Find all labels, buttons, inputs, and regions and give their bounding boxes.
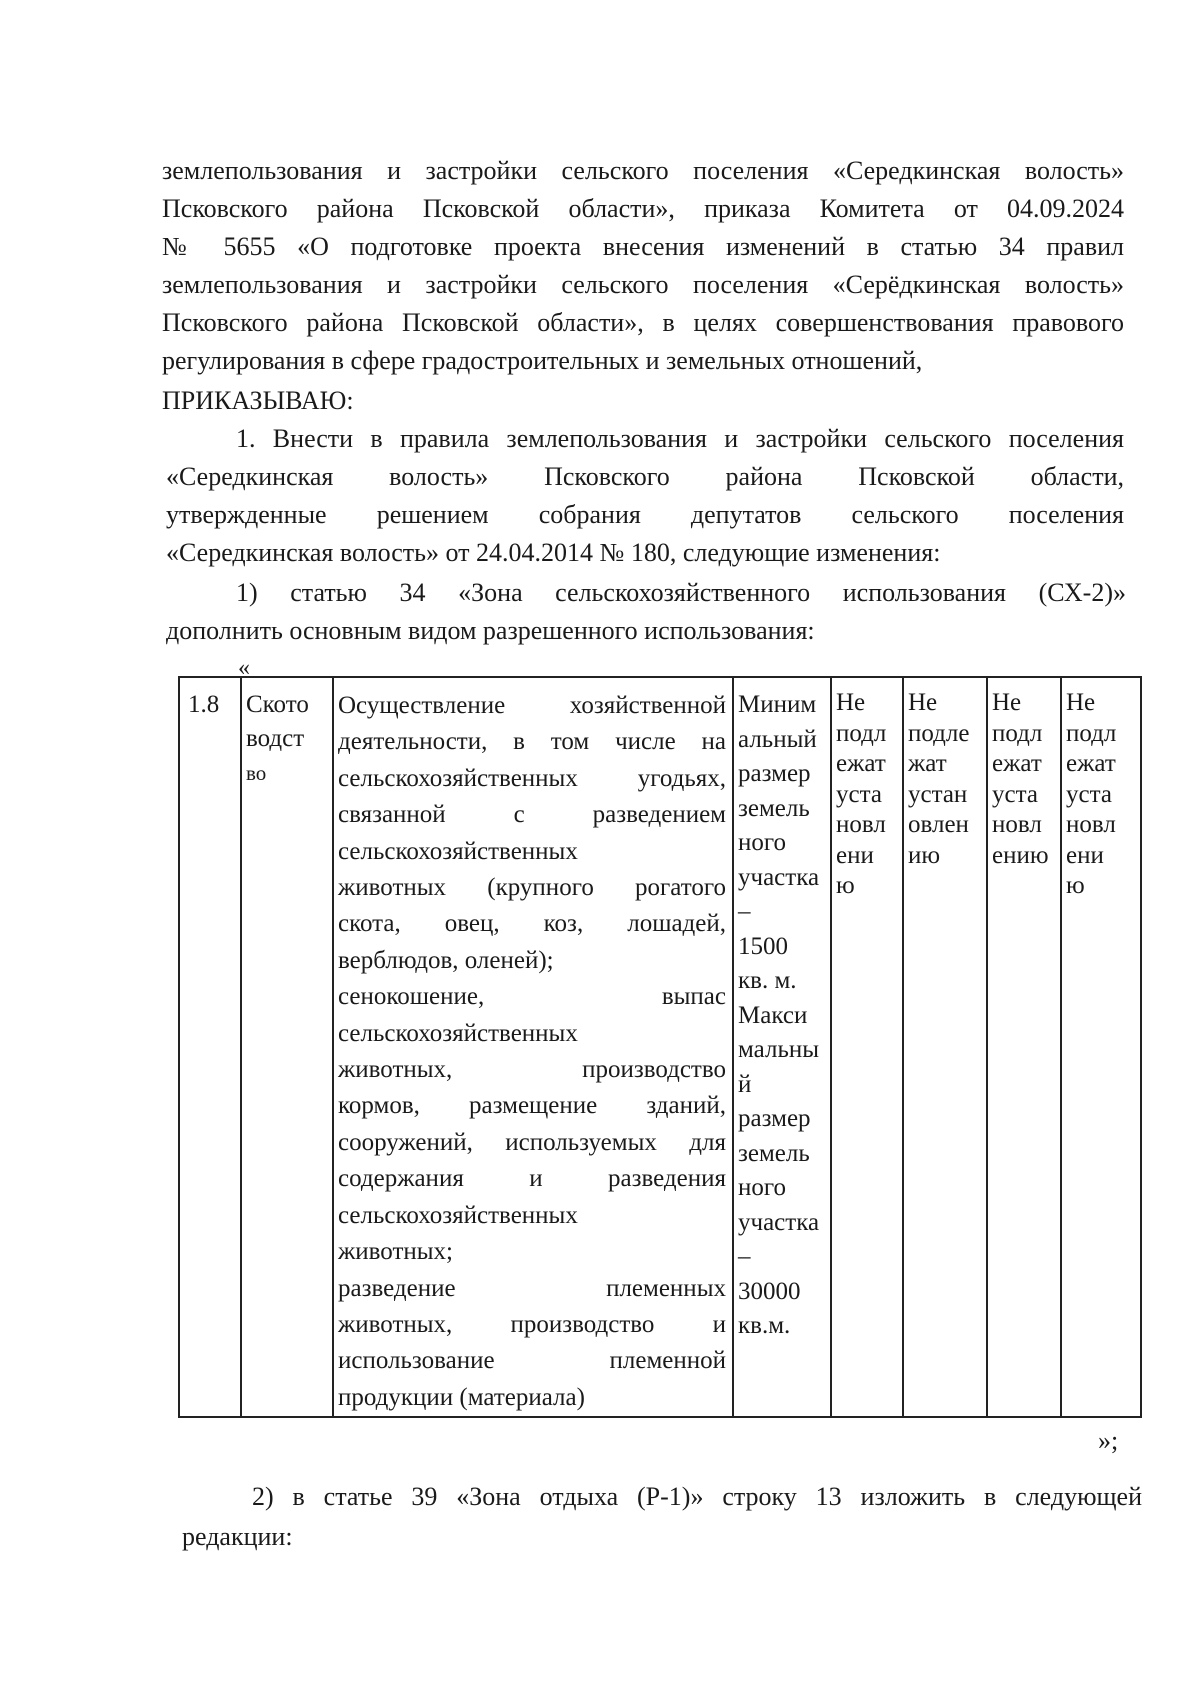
item1-line-1: 1. Внести в правила землепользования и застройки сельского поселения <box>236 424 1124 453</box>
not-established-line: Не <box>836 689 866 716</box>
table-divider <box>986 678 988 1416</box>
not-established-line: подл <box>836 719 887 747</box>
plot-size-line: Миним <box>738 691 817 718</box>
not-established-line: овлен <box>908 811 969 838</box>
use-name-cell <box>246 688 309 790</box>
not-established-line: новл <box>836 811 886 838</box>
description-line: деятельности, в том числе на <box>338 728 726 756</box>
description-line: верблюдов, оленей); <box>338 946 554 974</box>
plot-size-line: 30000 <box>738 1277 801 1305</box>
description-line: связанной с разведением <box>338 801 726 829</box>
table-divider <box>732 678 734 1416</box>
plot-size-line: земель <box>738 1139 810 1167</box>
plot-size-line: Макси <box>738 1001 808 1029</box>
description-line: Осуществление хозяйственной <box>338 692 726 719</box>
not-established-line: жат <box>908 750 947 777</box>
plot-size-line: мальны <box>738 1036 820 1063</box>
table-divider <box>240 678 242 1416</box>
description-line: сооружений, используемых для <box>338 1128 726 1156</box>
use-name-line: Ското <box>246 691 309 718</box>
not-established-line: подле <box>908 719 970 747</box>
not-established-cell-3 <box>992 688 1049 871</box>
plot-size-line: – <box>738 898 751 925</box>
description-line: использование племенной <box>338 1347 726 1375</box>
not-established-line: ени <box>836 841 874 869</box>
subitem1-line-1: 1) статью 34 «Зона сельскохозяйственного использования (СХ-2)» <box>236 578 1126 607</box>
plot-size-line: кв.м. <box>738 1312 791 1339</box>
description-line: разведение племенных <box>338 1274 726 1302</box>
description-line: сельскохозяйственных <box>338 1019 578 1047</box>
plot-size-cell <box>738 688 819 1344</box>
not-established-cell-4 <box>1066 688 1116 902</box>
table-divider <box>1060 678 1062 1416</box>
land-use-table <box>178 676 1142 1418</box>
description-line: сельскохозяйственных угодьях, <box>338 764 726 792</box>
description-line: сенокошение, выпас <box>338 983 726 1011</box>
not-established-line: подл <box>1066 719 1117 747</box>
not-established-line: Не <box>1066 689 1096 716</box>
description-line: кормов, размещение зданий, <box>338 1092 726 1120</box>
not-established-line: ению <box>992 841 1049 869</box>
not-established-line: ию <box>908 841 941 869</box>
description-line: сельскохозяйственных <box>338 1201 578 1229</box>
plot-size-line: размер <box>738 760 811 787</box>
intro-line-6: регулирования в сфере градостроительных и земельных отношений, <box>162 346 923 375</box>
subitem2-line-2: редакции: <box>182 1522 293 1551</box>
row-number-cell <box>188 688 219 722</box>
not-established-line: ени <box>1066 841 1104 869</box>
intro-line-5: Псковского района Псковской области», в целях совершенствования правового <box>162 308 1124 337</box>
not-established-line: уста <box>992 780 1038 808</box>
description-line: животных, производство <box>338 1056 726 1084</box>
not-established-line: уста <box>836 780 882 808</box>
not-established-line: ежат <box>1066 750 1116 777</box>
use-name-line: во <box>246 761 267 785</box>
not-established-line: ежат <box>992 750 1042 777</box>
plot-size-line: ного <box>738 829 787 856</box>
not-established-cell-2 <box>908 688 969 871</box>
description-line: продукции (материала) <box>338 1383 585 1411</box>
subitem1-line-2: дополнить основным видом разрешенного использования: <box>166 616 815 645</box>
table-divider <box>332 678 334 1416</box>
item1-line-4: «Середкинская волость» от 24.04.2014 № 180, следующие изменения: <box>166 538 941 567</box>
plot-size-line: й <box>738 1070 752 1098</box>
plot-size-line: участка <box>738 863 820 891</box>
description-line: животных (крупного рогатого <box>338 874 726 902</box>
use-name-line: водст <box>246 725 305 752</box>
plot-size-line: участка <box>738 1208 820 1236</box>
intro-line-1: землепользования и застройки сельского поселения «Середкинская волость» <box>162 156 1124 185</box>
table-divider <box>830 678 832 1416</box>
plot-size-line: земель <box>738 794 810 822</box>
plot-size-line: ного <box>738 1174 787 1201</box>
intro-line-4: землепользования и застройки сельского поселения «Серёдкинская волость» <box>162 270 1124 299</box>
not-established-line: ю <box>836 872 855 899</box>
not-established-line: Не <box>992 689 1022 716</box>
description-line: сельскохозяйственных <box>338 837 578 865</box>
not-established-line: Не <box>908 689 938 716</box>
intro-line-3: № 5655 «О подготовке проекта внесения изменений в статью 34 правил <box>162 232 1124 261</box>
order-word: ПРИКАЗЫВАЮ: <box>162 386 354 415</box>
not-established-line: уста <box>1066 780 1112 808</box>
row-number: 1.8 <box>188 691 220 718</box>
plot-size-line: альный <box>738 725 817 753</box>
description-line: животных; <box>338 1238 454 1266</box>
plot-size-line: – <box>738 1243 751 1270</box>
not-established-cell-1 <box>836 688 886 902</box>
not-established-line: новл <box>992 811 1042 838</box>
not-established-line: подл <box>992 719 1043 747</box>
plot-size-line: размер <box>738 1105 811 1132</box>
item1-line-2: «Середкинская волость» Псковского района Псковской области, <box>166 462 1124 491</box>
item1-line-3: утвержденные решением собрания депутатов сельского поселения <box>166 500 1124 529</box>
description-line: содержания и разведения <box>338 1165 726 1193</box>
close-quote: »; <box>1098 1426 1119 1455</box>
open-quote: « <box>238 655 250 681</box>
description-line: животных, производство и <box>338 1310 726 1338</box>
description-line: скота, овец, коз, лошадей, <box>338 910 726 938</box>
use-description-cell <box>338 688 726 1416</box>
not-established-line: ежат <box>836 750 886 777</box>
not-established-line: ю <box>1066 872 1085 899</box>
plot-size-line: кв. м. <box>738 967 797 994</box>
not-established-line: новл <box>1066 811 1116 838</box>
intro-line-2: Псковского района Псковской области», приказа Комитета от 04.09.2024 <box>162 194 1124 223</box>
subitem2-line-1: 2) в статье 39 «Зона отдыха (Р-1)» строку 13 изложить в следующей <box>252 1482 1142 1511</box>
not-established-line: устан <box>908 780 968 808</box>
table-divider <box>902 678 904 1416</box>
plot-size-line: 1500 <box>738 932 788 960</box>
